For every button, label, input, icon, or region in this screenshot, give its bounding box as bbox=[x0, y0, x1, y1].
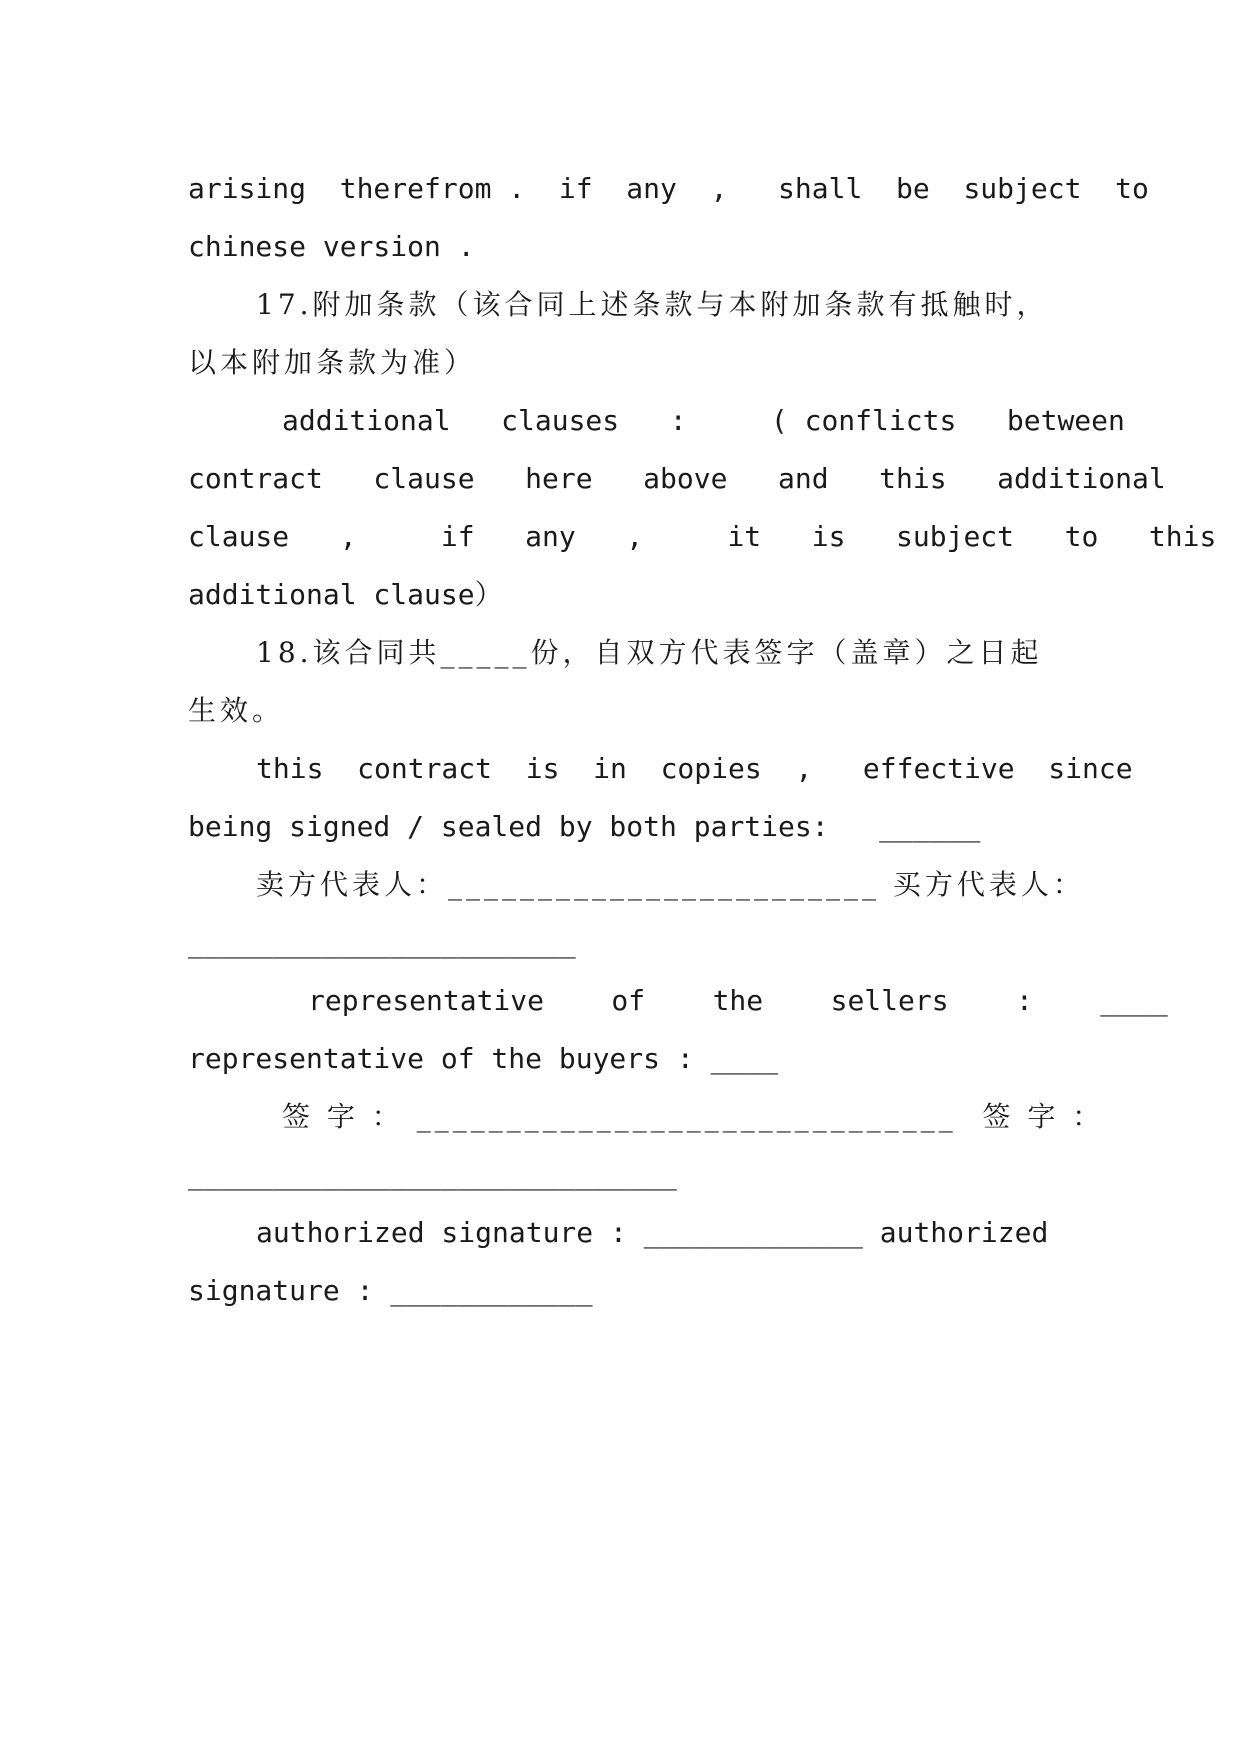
text-line-1: arising therefrom . if any , shall be subject to bbox=[188, 172, 1149, 205]
text-line-2: chinese version . bbox=[188, 230, 475, 263]
signature-cn-blank: _____________________________ bbox=[188, 1158, 677, 1191]
signature-cn: 签 字 ： ______________________________ 签 字 ： bbox=[282, 1100, 1105, 1133]
clause-17-heading: 17.附加条款（该合同上述条款与本附加条款有抵触时， bbox=[256, 288, 1049, 321]
authorized-signature-2: signature : ____________ bbox=[188, 1274, 593, 1307]
clause-18-english-1: this contract is in copies , effective since bbox=[256, 752, 1133, 785]
representatives-cn: 卖方代表人：________________________ 买方代表人： bbox=[256, 868, 1085, 901]
clause-18-heading-cont: 生效。 bbox=[188, 694, 285, 727]
clause-17-heading-cont: 以本附加条款为准） bbox=[188, 346, 477, 379]
clause-18-english-2: being signed / sealed by both parties: ______ bbox=[188, 810, 981, 843]
clause-17-english-3: clause , if any , it is subject to this bbox=[188, 520, 1217, 553]
clause-17-english-2: contract clause here above and this additional bbox=[188, 462, 1166, 495]
authorized-signature-1: authorized signature : _____________ authorized bbox=[256, 1216, 1049, 1249]
document-page bbox=[188, 160, 1217, 1320]
clause-17-english-1: additional clauses : ( conflicts between bbox=[282, 404, 1125, 437]
representative-sellers: representative of the sellers : ____ bbox=[308, 984, 1168, 1017]
clause-17-english-4: additional clause） bbox=[188, 578, 503, 611]
representative-buyers: representative of the buyers : ____ bbox=[188, 1042, 779, 1075]
representatives-cn-blank: _______________________ bbox=[188, 926, 576, 959]
clause-18-heading: 18.该合同共_____份，自双方代表签字（盖章）之日起 bbox=[256, 636, 1043, 669]
